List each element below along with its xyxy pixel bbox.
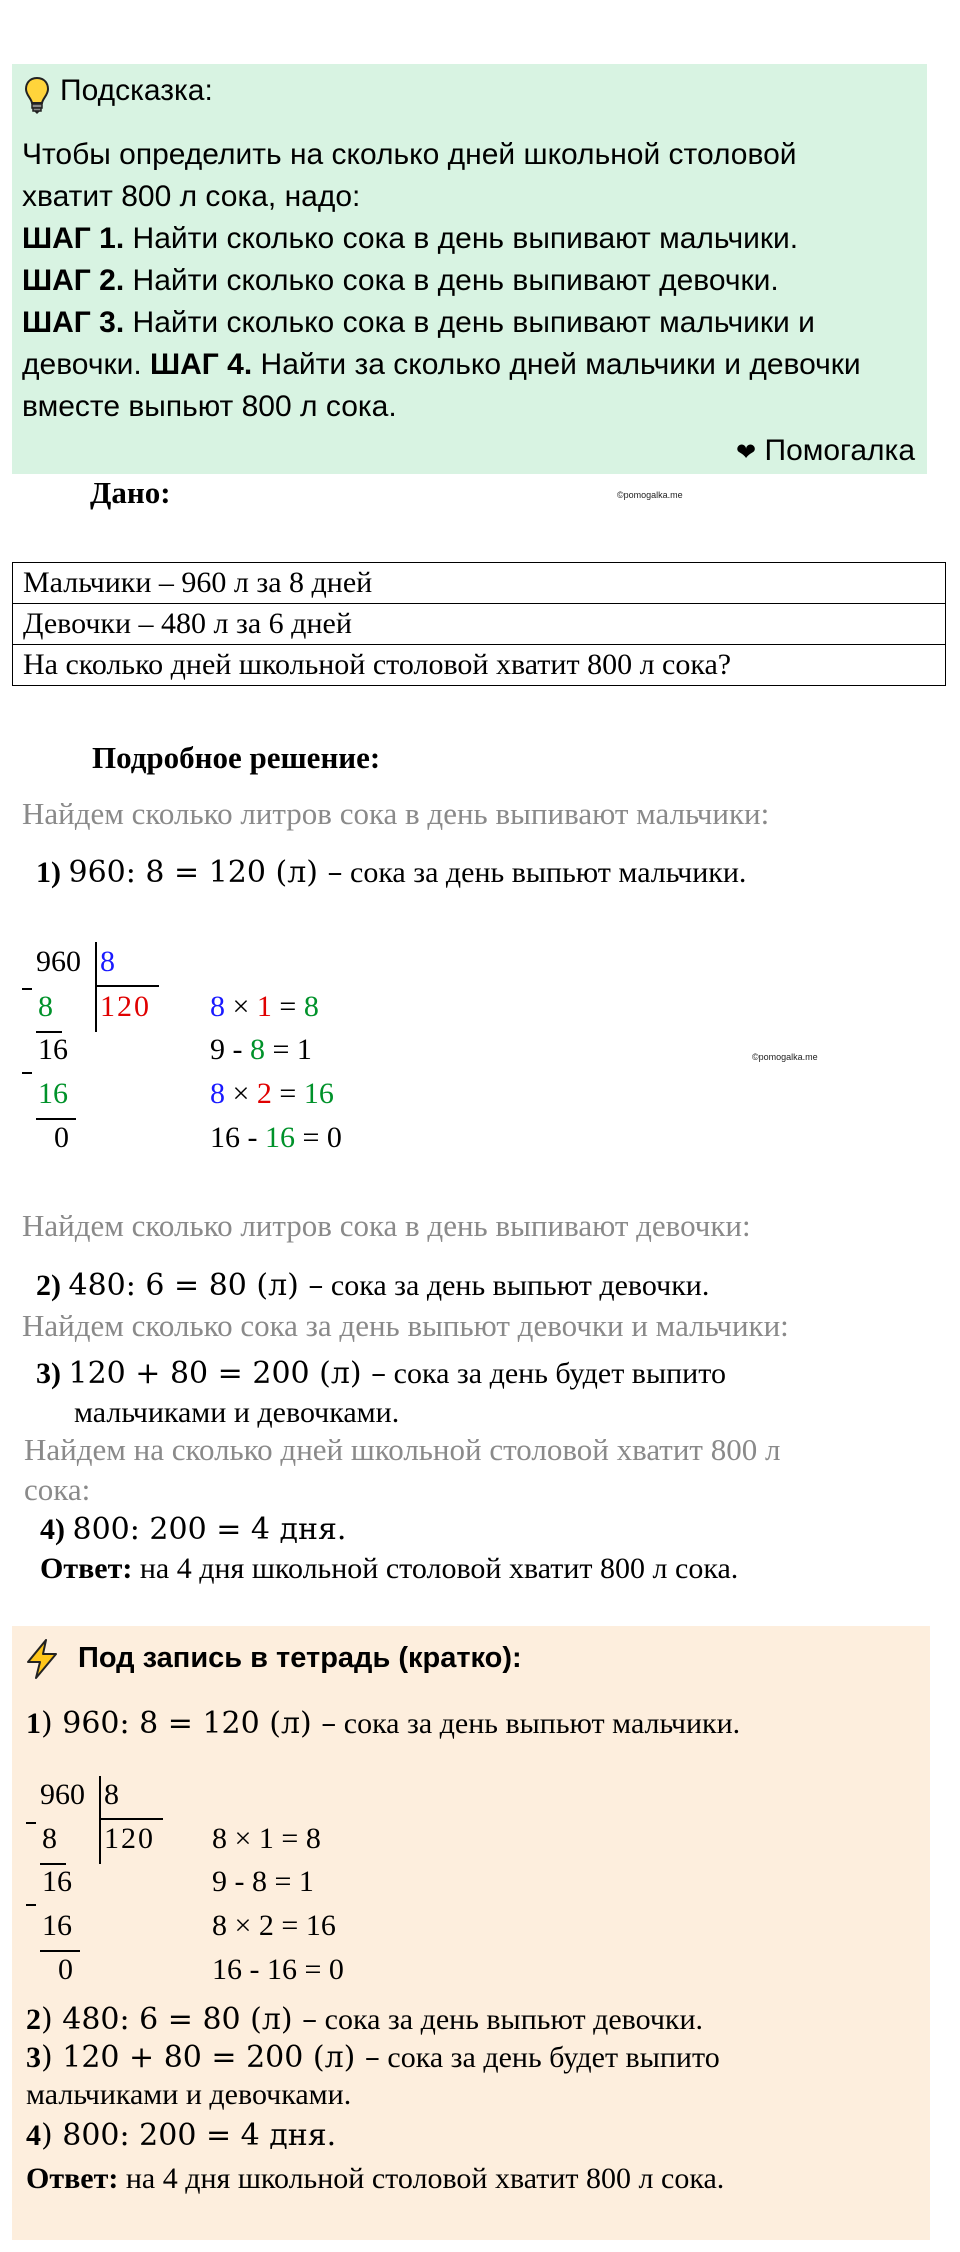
step3-line2: мальчиками и девочками. bbox=[74, 1396, 400, 1429]
check-result: 16 bbox=[303, 1077, 334, 1110]
step4-number: 4 bbox=[40, 1513, 55, 1546]
brand-label: Помогалка bbox=[764, 434, 915, 467]
step1-expression: 960: 8 = 120 (л) – bbox=[68, 855, 343, 890]
step4-hint-line1: Найдем на сколько дней школьной столовой хватит 800 л bbox=[24, 1432, 781, 1467]
step2-label: ШАГ 2. bbox=[22, 264, 125, 297]
step4-label: ШАГ 4. bbox=[150, 348, 253, 381]
solution-heading: Подробное решение: bbox=[92, 740, 381, 775]
subtrahend-1: 8 bbox=[38, 990, 53, 1023]
given-heading: Дано: bbox=[90, 475, 171, 510]
note-l1-number: 1 bbox=[26, 1707, 41, 1740]
minus-sign bbox=[26, 1904, 36, 1906]
step4-line bbox=[40, 1512, 346, 1547]
brand bbox=[736, 430, 915, 474]
note-l2-number: 2 bbox=[26, 2003, 41, 2036]
check-text: = 0 bbox=[295, 1121, 342, 1154]
check-text: 16 - bbox=[210, 1121, 265, 1154]
note-title: Под запись в тетрадь (кратко): bbox=[78, 1642, 522, 1674]
short-note-box bbox=[12, 1626, 930, 2240]
note-line4 bbox=[26, 2118, 336, 2153]
check-4: 16 - 16 = 0 bbox=[212, 1953, 344, 1986]
step3-label: ШАГ 3. bbox=[22, 306, 125, 339]
given-cell: Девочки – 480 л за 6 дней bbox=[13, 604, 946, 645]
step3-hint: Найдем сколько сока за день выпьют девочки и мальчики: bbox=[22, 1308, 789, 1343]
lightbulb-icon bbox=[24, 76, 50, 121]
given-cell: На сколько дней школьной столовой хватит 800 л сока? bbox=[13, 645, 946, 686]
check-2 bbox=[210, 1033, 312, 1067]
step3-text2: девочки. bbox=[22, 348, 150, 381]
watermark: ©pomogalka.me bbox=[617, 490, 683, 500]
remainder-1: 16 bbox=[42, 1865, 72, 1898]
check-text: = 1 bbox=[265, 1033, 312, 1066]
step3-text: Найти сколько сока в день выпивают мальчики и bbox=[124, 306, 815, 339]
note-answer bbox=[26, 2162, 724, 2196]
divisor: 8 bbox=[104, 1778, 119, 1811]
note-line3-cont: мальчиками и девочками. bbox=[26, 2078, 352, 2111]
step1-text: Найти сколько сока в день выпивают мальчики. bbox=[124, 222, 799, 255]
step2-hint: Найдем сколько литров сока в день выпивают девочки: bbox=[22, 1208, 751, 1243]
hint-step3 bbox=[22, 302, 815, 344]
note-l1-text: сока за день выпьют мальчики. bbox=[336, 1707, 741, 1740]
heart-icon: ❤ bbox=[736, 439, 757, 466]
step2-text: сока за день выпьют девочки. bbox=[323, 1269, 710, 1302]
subtraction-line bbox=[36, 1118, 76, 1120]
step1-paren: ) bbox=[51, 856, 61, 889]
check-2: 9 - 8 = 1 bbox=[212, 1865, 314, 1898]
step2-line bbox=[36, 1268, 709, 1303]
step2-number: 2 bbox=[36, 1269, 51, 1302]
hint-intro-line2: хватит 800 л сока, надо: bbox=[22, 180, 361, 213]
hint-step4-line bbox=[22, 344, 861, 386]
check-op: × bbox=[225, 990, 257, 1023]
minus-sign bbox=[22, 1072, 32, 1074]
dividend: 960 bbox=[40, 1778, 85, 1811]
check-eq: = bbox=[271, 1077, 304, 1110]
table-row bbox=[13, 645, 946, 686]
note-l3-number: 3 bbox=[26, 2041, 41, 2074]
note-l4-expression: ) 800: 200 = 4 дня. bbox=[41, 2118, 337, 2153]
note-line2 bbox=[26, 2002, 703, 2037]
step3-text: сока за день будет выпито bbox=[386, 1357, 726, 1390]
note-line3 bbox=[26, 2040, 720, 2075]
step3-expression: 120 + 80 = 200 (л) – bbox=[68, 1356, 387, 1391]
step4-text: Найти за сколько дней мальчики и девочки bbox=[252, 348, 861, 381]
check-4 bbox=[210, 1121, 342, 1155]
step3-number: 3 bbox=[36, 1357, 51, 1390]
hint-step2 bbox=[22, 260, 779, 302]
step2-expression: 480: 6 = 80 (л) – bbox=[68, 1268, 324, 1303]
check-sub: 16 bbox=[265, 1121, 295, 1154]
note-l2-text: сока за день выпьют девочки. bbox=[317, 2003, 704, 2036]
note-l4-number: 4 bbox=[26, 2119, 41, 2152]
hint-intro-line1: Чтобы определить на сколько дней школьной столовой bbox=[22, 138, 797, 171]
step1-hint: Найдем сколько литров сока в день выпивают мальчики: bbox=[22, 796, 770, 831]
note-l2-expression: ) 480: 6 = 80 (л) – bbox=[41, 2002, 318, 2037]
hint-step1 bbox=[22, 218, 798, 260]
step3-line bbox=[36, 1356, 726, 1391]
step4-paren: ) bbox=[55, 1513, 65, 1546]
answer-text: на 4 дня школьной столовой хватит 800 л сока. bbox=[132, 1552, 739, 1585]
subtrahend-2: 16 bbox=[38, 1077, 68, 1110]
note-l3-expression: ) 120 + 80 = 200 (л) – bbox=[41, 2040, 380, 2075]
step1-number: 1 bbox=[36, 856, 51, 889]
remainder-1: 16 bbox=[38, 1033, 68, 1066]
check-eq: = bbox=[271, 990, 304, 1023]
minus-sign bbox=[22, 988, 32, 990]
dividend: 960 bbox=[36, 945, 81, 978]
step2-paren: ) bbox=[51, 1269, 61, 1302]
given-table bbox=[12, 562, 946, 686]
check-1 bbox=[210, 990, 319, 1024]
subtraction-line bbox=[40, 1950, 80, 1952]
hint-step4-line2: вместе выпьют 800 л сока. bbox=[22, 390, 397, 423]
division-vertical-line bbox=[99, 1776, 101, 1864]
step3-paren: ) bbox=[51, 1357, 61, 1390]
check-digit: 1 bbox=[256, 990, 272, 1023]
note-l1-expression: ) 960: 8 = 120 (л) – bbox=[41, 1706, 337, 1741]
note-answer-label: Ответ: bbox=[26, 2162, 119, 2195]
divisor: 8 bbox=[100, 945, 115, 978]
given-cell: Мальчики – 960 л за 8 дней bbox=[13, 563, 946, 604]
check-3 bbox=[210, 1077, 334, 1111]
quotient: 120 bbox=[100, 990, 151, 1023]
answer-label: Ответ: bbox=[40, 1552, 133, 1585]
watermark: ©pomogalka.me bbox=[752, 1052, 818, 1062]
division-horizontal-line bbox=[99, 1818, 163, 1820]
remainder-final: 0 bbox=[58, 1953, 73, 1986]
quotient: 120 bbox=[104, 1822, 155, 1855]
division-horizontal-line bbox=[95, 985, 159, 987]
step1-label: ШАГ 1. bbox=[22, 222, 125, 255]
table-row bbox=[13, 604, 946, 645]
hint-title: Подсказка: bbox=[60, 74, 213, 107]
check-divisor: 8 bbox=[210, 990, 225, 1023]
note-l3-text: сока за день будет выпито bbox=[379, 2041, 720, 2074]
division-vertical-line bbox=[95, 942, 97, 1032]
table-row bbox=[13, 563, 946, 604]
check-text: 9 - bbox=[210, 1033, 250, 1066]
remainder-final: 0 bbox=[54, 1121, 69, 1154]
step1-text: сока за день выпьют мальчики. bbox=[342, 856, 747, 889]
check-result: 8 bbox=[303, 990, 319, 1023]
step1-line bbox=[36, 855, 746, 890]
check-digit: 2 bbox=[256, 1077, 272, 1110]
check-1: 8 × 1 = 8 bbox=[212, 1822, 321, 1855]
check-op: × bbox=[225, 1077, 257, 1110]
lightning-icon bbox=[24, 1638, 60, 1685]
minus-sign bbox=[26, 1822, 36, 1824]
step4-hint-line2: сока: bbox=[24, 1472, 91, 1507]
check-sub: 8 bbox=[250, 1033, 265, 1066]
step2-text: Найти сколько сока в день выпивают девочки. bbox=[124, 264, 779, 297]
step4-expression: 800: 200 = 4 дня. bbox=[72, 1512, 347, 1547]
check-3: 8 × 2 = 16 bbox=[212, 1909, 336, 1942]
subtrahend-1: 8 bbox=[42, 1822, 57, 1855]
note-answer-text: на 4 дня школьной столовой хватит 800 л сока. bbox=[118, 2162, 725, 2195]
subtrahend-2: 16 bbox=[42, 1909, 72, 1942]
note-line1 bbox=[26, 1706, 740, 1741]
answer-line bbox=[40, 1552, 738, 1586]
hint-box bbox=[12, 64, 927, 474]
check-divisor: 8 bbox=[210, 1077, 225, 1110]
